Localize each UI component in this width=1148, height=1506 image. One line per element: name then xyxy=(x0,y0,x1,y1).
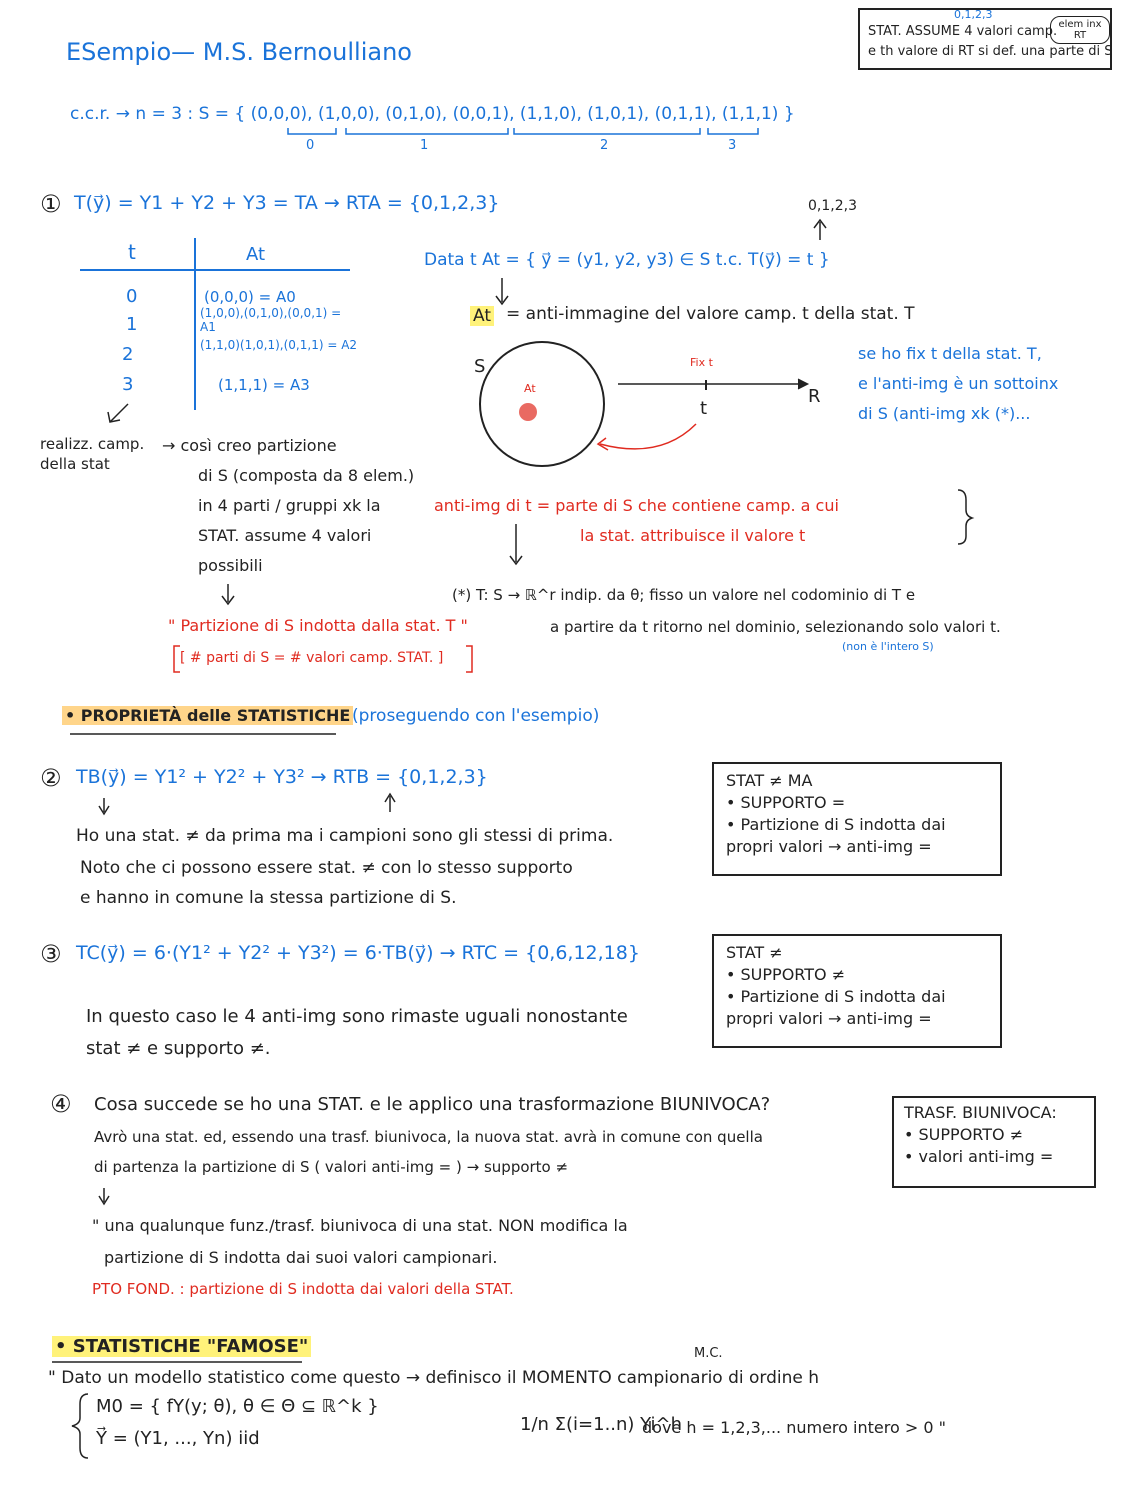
header-note-line2: e th valore di RT si def. una parte di S xyxy=(868,44,1113,59)
stat2-number: ② xyxy=(40,764,62,792)
table-row-t-0: 0 xyxy=(126,286,138,307)
side-note-2: di S (anti-img xk (*)... xyxy=(858,404,1031,423)
table-row-a-2: (1,1,0)(1,0,1),(0,1,1) = A2 xyxy=(200,338,358,352)
table-row-t-3: 3 xyxy=(122,374,134,395)
stat2-box xyxy=(712,762,1002,876)
header-note-paren: elem inx RT xyxy=(1050,16,1110,44)
stat3-box-1: • SUPPORTO ≠ xyxy=(726,965,846,984)
stat2-box-3: propri valori → anti-img = xyxy=(726,837,932,856)
stat1-number: ① xyxy=(40,190,62,218)
stat4-quote-1: " una qualunque funz./trasf. biunivoca di una stat. NON modifica la xyxy=(92,1216,628,1235)
famous-where: dove h = 1,2,3,... numero intero > 0 " xyxy=(642,1418,946,1437)
famous-line: " Dato un modello statistico come questo → definisco il MOMENTO campionario di ordine h xyxy=(48,1368,820,1388)
famous-mc: M.C. xyxy=(694,1346,723,1361)
stat2-box-1: • SUPPORTO = xyxy=(726,793,846,812)
stat2-box-2: • Partizione di S indotta dai xyxy=(726,815,946,834)
table-row-a-1: (1,0,0),(0,1,0),(0,0,1) = A1 xyxy=(200,306,342,334)
table-row-a-0: (0,0,0) = A0 xyxy=(204,288,296,306)
properties-title xyxy=(62,706,353,725)
group-label-2: 2 xyxy=(600,138,609,153)
stat4-number: ④ xyxy=(50,1090,72,1118)
def-at: Data t At = { y⃗ = (y1, y2, y3) ∈ S t.c. T(y⃗) = t } xyxy=(424,250,830,270)
star-note-2: a partire da t ritorno nel dominio, selezionando solo valori t. xyxy=(550,618,1001,636)
star-note-1: (*) T: S → ℝ^r indip. da θ; fisso un valore nel codominio di T e xyxy=(452,586,916,604)
partition-text-0: → così creo partizione xyxy=(162,436,337,455)
header-note-line1: STAT. ASSUME 4 valori camp. xyxy=(868,24,1058,39)
partition-text-2: in 4 parti / gruppi xk la xyxy=(198,496,381,515)
stat2-box-0: STAT ≠ MA xyxy=(726,771,813,790)
stat3-box-3: propri valori → anti-img = xyxy=(726,1009,932,1028)
def-top-values: 0,1,2,3 xyxy=(808,198,857,214)
table-head-at: At xyxy=(246,244,266,265)
stat2-text-1: Noto che ci possono essere stat. ≠ con lo stesso supporto xyxy=(80,858,573,878)
diagram-r: R xyxy=(808,386,821,407)
famous-moment: 1/n Σ(i=1..n) Yi^h xyxy=(520,1414,683,1435)
famous-title-text: • STATISTICHE "FAMOSE" xyxy=(52,1336,311,1357)
realiz-label: realizz. camp. della stat xyxy=(40,435,145,473)
group-label-3: 3 xyxy=(728,138,737,153)
anti-label: At xyxy=(470,306,494,326)
properties-subtitle: (proseguendo con l'esempio) xyxy=(352,706,600,726)
stat4-text-2: di partenza la partizione di S ( valori anti-img = ) → supporto ≠ xyxy=(94,1158,569,1176)
table-row-a-3: (1,1,1) = A3 xyxy=(218,376,310,394)
famous-model-2: Y⃗ = (Y1, ..., Yn) iid xyxy=(96,1428,260,1449)
partition-quote: " Partizione di S indotta dalla stat. T " xyxy=(168,616,468,635)
group-label-0: 0 xyxy=(306,138,315,153)
stat4-box-1: • SUPPORTO ≠ xyxy=(904,1125,1024,1144)
sample-space-line: c.c.r. → n = 3 : S = { (0,0,0), (1,0,0), (0,1,0), (0,0,1), (1,1,0), (1,0,1), (0,1,1), (1,1,1) } xyxy=(70,104,795,124)
stat3-text-0: In questo caso le 4 anti-img sono rimaste uguali nonostante xyxy=(86,1006,628,1027)
partition-text-3: STAT. assume 4 valori xyxy=(198,526,372,545)
diagram-fix: Fix t xyxy=(690,356,713,369)
header-note-sup: 0,1,2,3 xyxy=(954,8,993,21)
header-note-box xyxy=(858,8,1112,70)
stat2-formula: TB(y⃗) = Y1² + Y2² + Y3² → RTB = {0,1,2,3} xyxy=(76,766,488,788)
stat4-text-1: Avrò una stat. ed, essendo una trasf. biunivoca, la nuova stat. avrà in comune con quella xyxy=(94,1128,763,1146)
stat3-box-2: • Partizione di S indotta dai xyxy=(726,987,946,1006)
famous-title xyxy=(52,1336,311,1357)
stat3-text-1: stat ≠ e supporto ≠. xyxy=(86,1038,271,1059)
anti-def-2: la stat. attribuisce il valore t xyxy=(580,526,806,545)
stat3-number: ③ xyxy=(40,940,62,968)
stat2-text-2: e hanno in comune la stessa partizione di S. xyxy=(80,888,457,908)
page-title: ESempio— M.S. Bernoulliano xyxy=(66,38,412,66)
side-note-0: se ho fix t della stat. T, xyxy=(858,344,1042,363)
stat4-question: Cosa succede se ho una STAT. e le applico una trasformazione BIUNIVOCA? xyxy=(94,1094,771,1115)
anti-text: = anti-immagine del valore camp. t della stat. T xyxy=(506,304,915,324)
table-head-t: t xyxy=(128,240,136,264)
stat4-box-0: TRASF. BIUNIVOCA: xyxy=(904,1103,1057,1122)
group-label-1: 1 xyxy=(420,138,429,153)
star-note-3: (non è l'intero S) xyxy=(842,640,934,653)
stat4-prop: PTO FOND. : partizione di S indotta dai valori della STAT. xyxy=(92,1280,514,1298)
partition-text-1: di S (composta da 8 elem.) xyxy=(198,466,415,485)
stat3-box-0: STAT ≠ xyxy=(726,943,783,962)
stat3-formula: TC(y⃗) = 6·(Y1² + Y2² + Y3²) = 6·TB(y⃗) → RTC = {0,6,12,18} xyxy=(76,942,640,964)
diagram-s: S xyxy=(474,356,486,377)
famous-model-1: M0 = { fY(y; θ), θ ∈ Θ ⊆ ℝ^k } xyxy=(96,1396,379,1417)
diagram-at: At xyxy=(524,382,536,395)
stat1-formula: T(y⃗) = Y1 + Y2 + Y3 = TA → RTA = {0,1,2,3} xyxy=(74,192,500,214)
stat2-text-0: Ho una stat. ≠ da prima ma i campioni sono gli stessi di prima. xyxy=(76,826,614,846)
diagram-t: t xyxy=(700,398,708,419)
stat4-quote-2: partizione di S indotta dai suoi valori campionari. xyxy=(104,1248,498,1267)
stat4-box xyxy=(892,1096,1096,1188)
anti-def-1: anti-img di t = parte di S che contiene camp. a cui xyxy=(434,496,839,515)
partition-count: [ # parti di S = # valori camp. STAT. ] xyxy=(180,650,444,666)
stat3-box xyxy=(712,934,1002,1048)
stat4-box-2: • valori anti-img = xyxy=(904,1147,1054,1166)
table-row-t-1: 1 xyxy=(126,314,138,335)
properties-title-text: • PROPRIETÀ delle STATISTICHE xyxy=(62,706,353,725)
table-row-t-2: 2 xyxy=(122,344,134,365)
side-note-1: e l'anti-img è un sottoinx xyxy=(858,374,1059,393)
partition-text-4: possibili xyxy=(198,556,263,575)
